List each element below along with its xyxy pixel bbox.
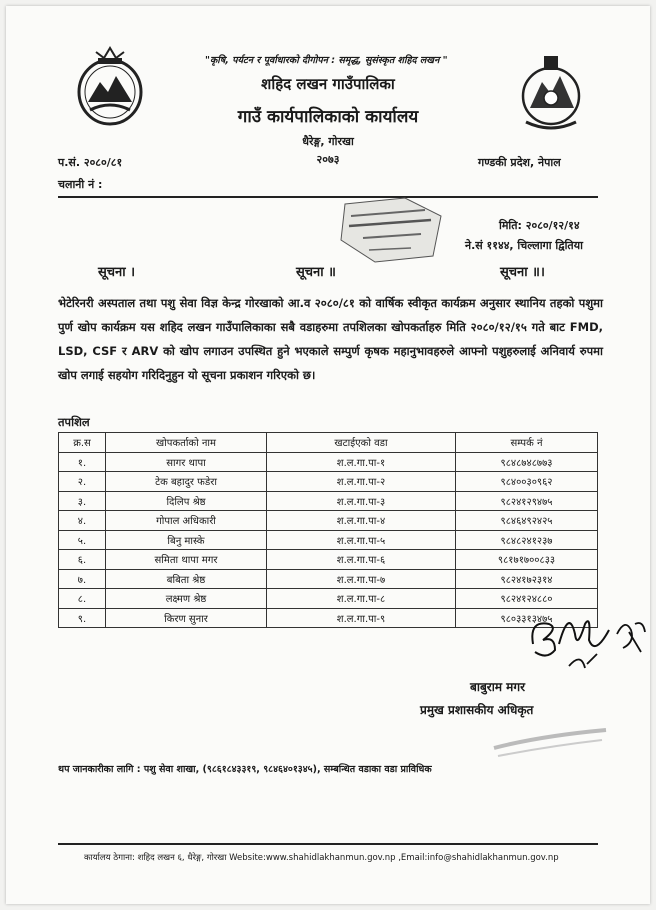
table-row (59, 589, 598, 609)
table-header-row (59, 433, 598, 453)
contact-cell: ९८४८७४८७७३ (456, 452, 598, 472)
table-row (59, 511, 598, 531)
name-cell: दिलिप श्रेष्ठ (106, 491, 267, 511)
name-cell: समिता थापा मगर (106, 550, 267, 570)
serial-cell: ४. (59, 511, 106, 531)
ward-cell: श.ल.गा.पा-७ (267, 569, 456, 589)
signatory-name: बाबुराम मगर (470, 680, 526, 694)
reference-number: प.सं. २०८०/८१ (58, 156, 123, 169)
nepal-era-date: ने.सं ११४४, चिल्लागा द्वितिया (465, 239, 583, 252)
table-row (59, 491, 598, 511)
table-row (59, 472, 598, 492)
name-cell: सागर थापा (106, 452, 267, 472)
footer-divider (58, 843, 598, 845)
table-row (59, 550, 598, 570)
ward-cell: श.ल.गा.पा-३ (267, 491, 456, 511)
serial-cell: २. (59, 472, 106, 492)
signatory-title: प्रमुख प्रशासकीय अधिकृत (420, 703, 534, 717)
contact-cell: ९८४००३०९६२ (456, 472, 598, 492)
table-row (59, 569, 598, 589)
contact-cell: ९८२४१२९४७५ (456, 491, 598, 511)
ward-cell: श.ल.गा.पा-९ (267, 608, 456, 628)
serial-cell: ६. (59, 550, 106, 570)
ward-cell: श.ल.गा.पा-५ (267, 530, 456, 550)
col-name: खोपकर्ताको नाम (106, 433, 267, 453)
contact-cell: ९८०३३१३४७५ (456, 608, 598, 628)
ward-cell: श.ल.गा.पा-८ (267, 589, 456, 609)
province: गण्डकी प्रदेश, नेपाल (478, 156, 561, 169)
ward-cell: श.ल.गा.पा-६ (267, 550, 456, 570)
contact-cell: ९८२४१२४८८० (456, 589, 598, 609)
notice-heading-2: सूचना ॥ (296, 265, 336, 280)
contact-cell: ९८१७१७००८३३ (456, 550, 598, 570)
org-name: शहिद लखन गाउँपालिका (261, 75, 395, 93)
ward-cell: श.ल.गा.पा-२ (267, 472, 456, 492)
name-cell: लक्ष्मण श्रेष्ठ (106, 589, 267, 609)
serial-cell: ५. (59, 530, 106, 550)
col-ward: खटाईएको वडा (267, 433, 456, 453)
serial-cell: ९. (59, 608, 106, 628)
handwritten-signature (525, 604, 650, 676)
contact-cell: ९८४६४९२४२५ (456, 511, 598, 531)
col-contact: सम्पर्क नं (456, 433, 598, 453)
slogan: "कृषि, पर्यटन र पूर्वाधारको दीगोपन : समृद्ध, सुसंस्कृत शहिद लखन " (205, 55, 448, 66)
header-divider (58, 196, 598, 198)
footer-address: कार्यालय ठेगाना: शहिद लखन ६, धैरेङ्ग, गोरखा Website:www.shahidlakhanmun.gov.np ,Email:info@shahidlakhanmun.gov.np (84, 853, 559, 863)
serial-cell: १. (59, 452, 106, 472)
name-cell: किरण सुनार (106, 608, 267, 628)
name-cell: गोपाल अधिकारी (106, 511, 267, 531)
office-name: गाउँ कार्यपालिकाको कार्यालय (237, 107, 419, 127)
contact-cell: ९८२४१७२३१४ (456, 569, 598, 589)
contact-cell: ९८४८२४१२३७ (456, 530, 598, 550)
notice-heading-3: सूचना ॥। (500, 265, 545, 280)
details-label: तपशिल (58, 415, 90, 429)
established-year: २०७३ (316, 153, 340, 166)
name-cell: बबिता श्रेष्ठ (106, 569, 267, 589)
table-row (59, 608, 598, 628)
faint-seal-impression (490, 722, 610, 762)
vaccinator-table (58, 432, 598, 628)
table-row (59, 530, 598, 550)
notice-body: भेटेरिनरी अस्पताल तथा पशु सेवा विज्ञ केन्द्र गोरखाको आ.व २०८०/८१ को वार्षिक स्वीकृत कार्यक्रम अनुसार स्थानिय तहको पशुमा पुर्ण खोप कार्यक्रम यस शहिद लखन गाउँपालिकाका सबै वडाहरुमा तपशिलका खोपकर्ताहरु मिति २०८०/१२/१५ गते बाट FMD, LSD, CSF र ARV को खोप लगाउन उपस्थित हुने भएकाले सम्पुर्ण कृषक महानुभावहरुले आफ्नो पशुहरुलाई अनिवार्य रुपमा खोप लगाई सहयोग गरिदिनुहुन यो सूचना प्रकाशन गरिएको छ। (58, 296, 603, 382)
col-serial: क्र.स (59, 433, 106, 453)
name-cell: बिनु मास्के (106, 530, 267, 550)
office-stamp (335, 196, 451, 264)
issue-date: मिति: २०८०/१२/१४ (499, 219, 580, 232)
notice-heading-1: सूचना । (98, 265, 136, 280)
serial-cell: ७. (59, 569, 106, 589)
name-cell: टेक बहादुर फडेरा (106, 472, 267, 492)
location: धैरेङ्ग, गोरखा (302, 135, 354, 148)
dispatch-number: चलानी नं : (58, 178, 103, 191)
ward-cell: श.ल.गा.पा-४ (267, 511, 456, 531)
ward-cell: श.ल.गा.पा-१ (267, 452, 456, 472)
table-row (59, 452, 598, 472)
more-info: थप जानकारीका लागि : पशु सेवा शाखा, (९८६१८४३३१९, ९८४६४०१३४५), सम्बन्धित वडाका वडा प्राविधिक (58, 764, 432, 775)
serial-cell: ८. (59, 589, 106, 609)
serial-cell: ३. (59, 491, 106, 511)
